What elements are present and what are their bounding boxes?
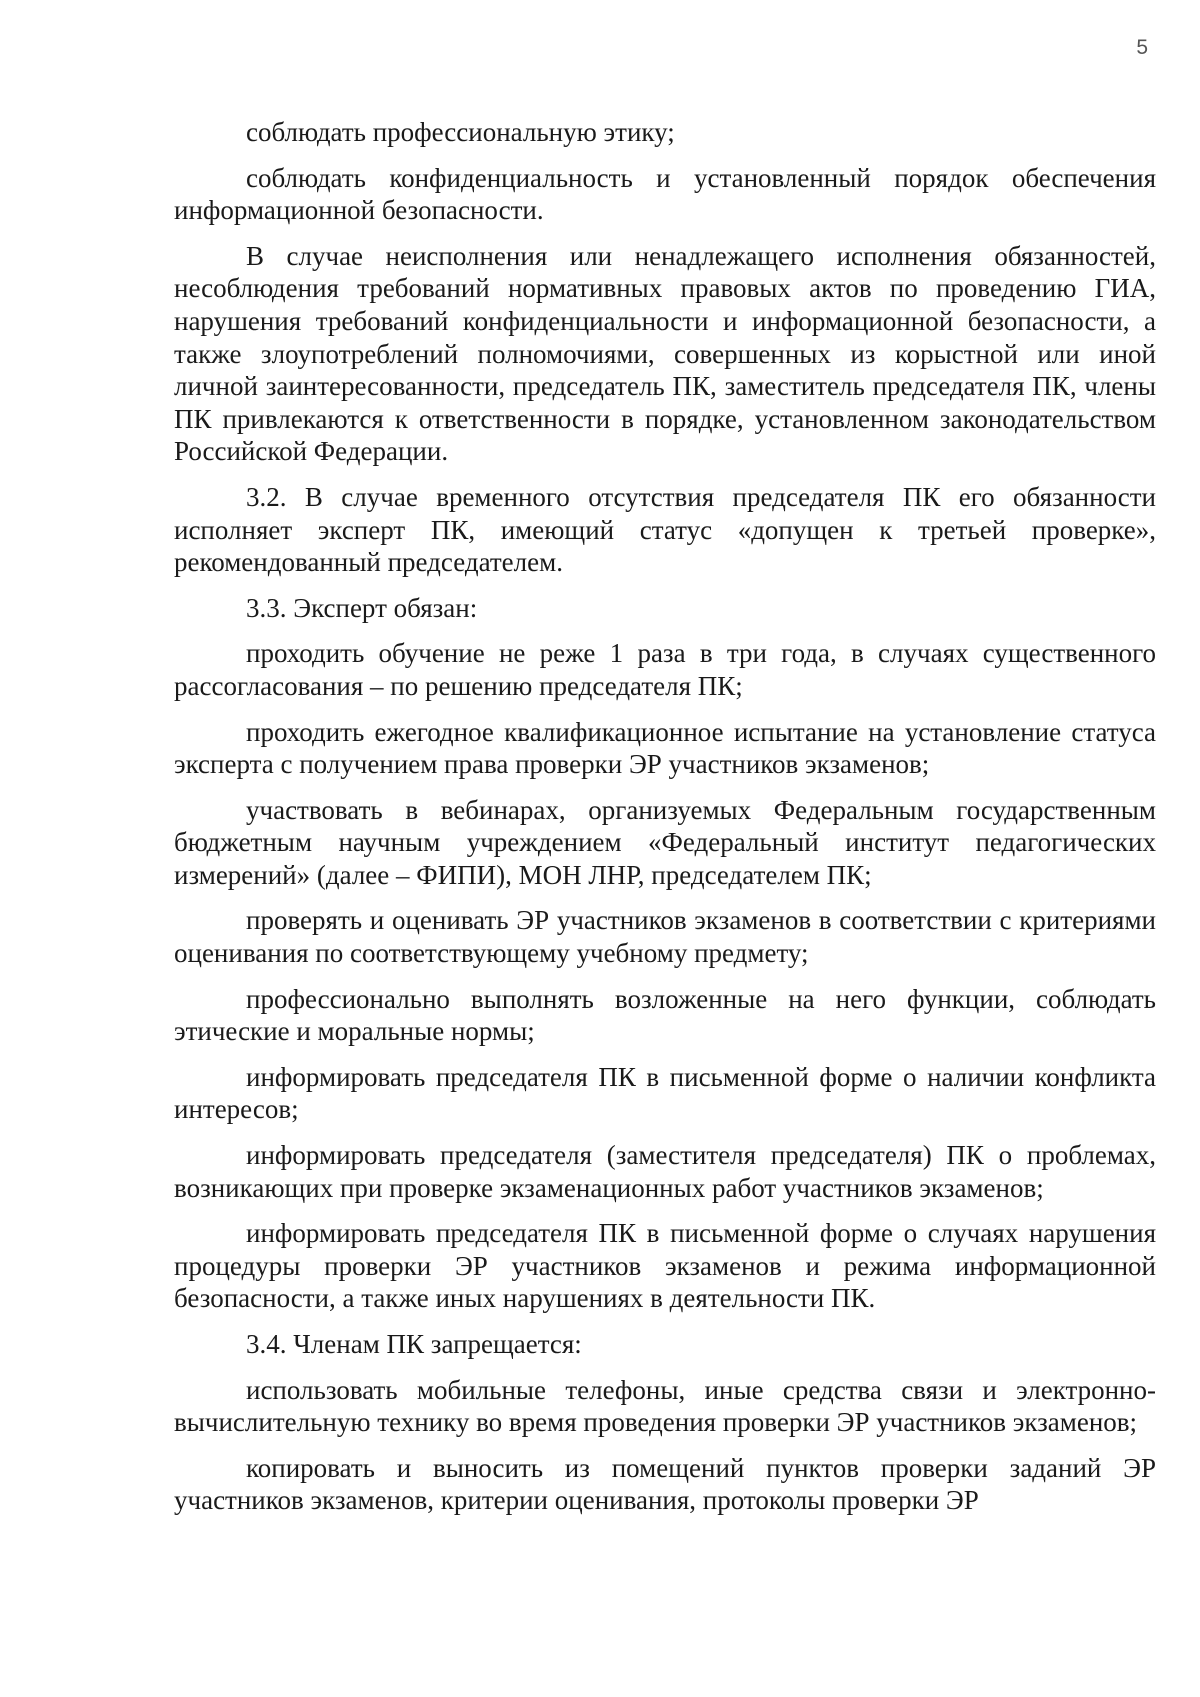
paragraph-section-3-4: 3.4. Членам ПК запрещается: — [246, 1329, 582, 1359]
page-number: 5 — [1136, 36, 1148, 59]
paragraph-copying-materials: копировать и выносить из помещений пунктов проверки заданий ЭР участников экзаменов, критерии оценивания, протоколы проверки ЭР — [174, 1452, 1156, 1516]
paragraph-mobile-devices: использовать мобильные телефоны, иные средства связи и электронно-вычислительную технику во время проведения проверки ЭР участников экзаменов; — [174, 1374, 1156, 1438]
paragraph-qualification: проходить ежегодное квалификационное испытание на установление статуса эксперта с получением права проверки ЭР участников экзаменов; — [174, 716, 1156, 780]
paragraph-confidentiality: соблюдать конфиденциальность и установленный порядок обеспечения информационной безопасности. — [174, 162, 1156, 226]
paragraph-professional-duties: профессионально выполнять возложенные на него функции, соблюдать этические и моральные нормы; — [174, 983, 1156, 1047]
paragraph-ethics: соблюдать профессиональную этику; — [246, 117, 675, 147]
body-text — [174, 116, 1156, 1530]
paragraph-conflict-of-interest: информировать председателя ПК в письменной форме о наличии конфликта интересов; — [174, 1061, 1156, 1125]
paragraph-section-3-3: 3.3. Эксперт обязан: — [246, 592, 478, 623]
paragraph-webinars: участвовать в вебинарах, организуемых Федеральным государственным бюджетным научным учреждением «Федеральный институт педагогических измерений» (далее – ФИПИ), МОН ЛНР, председателем ПК; — [174, 794, 1156, 890]
paragraph-violations: информировать председателя ПК в письменной форме о случаях нарушения процедуры проверки ЭР участников экзаменов и режима информационной безопасности, а также иных нарушениях в деятельности ПК. — [174, 1218, 1156, 1314]
paragraph-checking: проверять и оценивать ЭР участников экзаменов в соответствии с критериями оценивания по соответствующему учебному предмету; — [174, 905, 1156, 969]
paragraph-training: проходить обучение не реже 1 раза в три года, в случаях существенного рассогласования – по решению председателя ПК; — [174, 638, 1156, 701]
paragraph-liability: В случае неисполнения или ненадлежащего исполнения обязанностей, несоблюдения требований нормативных правовых актов по проведению ГИА, нарушения требований конфиденциальности и информационной безопасности, а также злоупотреблений полномочиями, совершенных из корыстной или иной личной заинтересованности, председатель ПК, заместитель председателя ПК, члены ПК привлекаются к ответственности в порядке, установленном законодательством Российской Федерации. — [174, 240, 1156, 467]
paragraph-section-3-2: 3.2. В случае временного отсутствия председателя ПК его обязанности исполняет эксперт ПК, имеющий статус «допущен к третьей проверке», рекомендованный председателем. — [174, 481, 1156, 578]
paragraph-problems: информировать председателя (заместителя председателя) ПК о проблемах, возникающих при проверке экзаменационных работ участников экзаменов; — [174, 1140, 1156, 1203]
